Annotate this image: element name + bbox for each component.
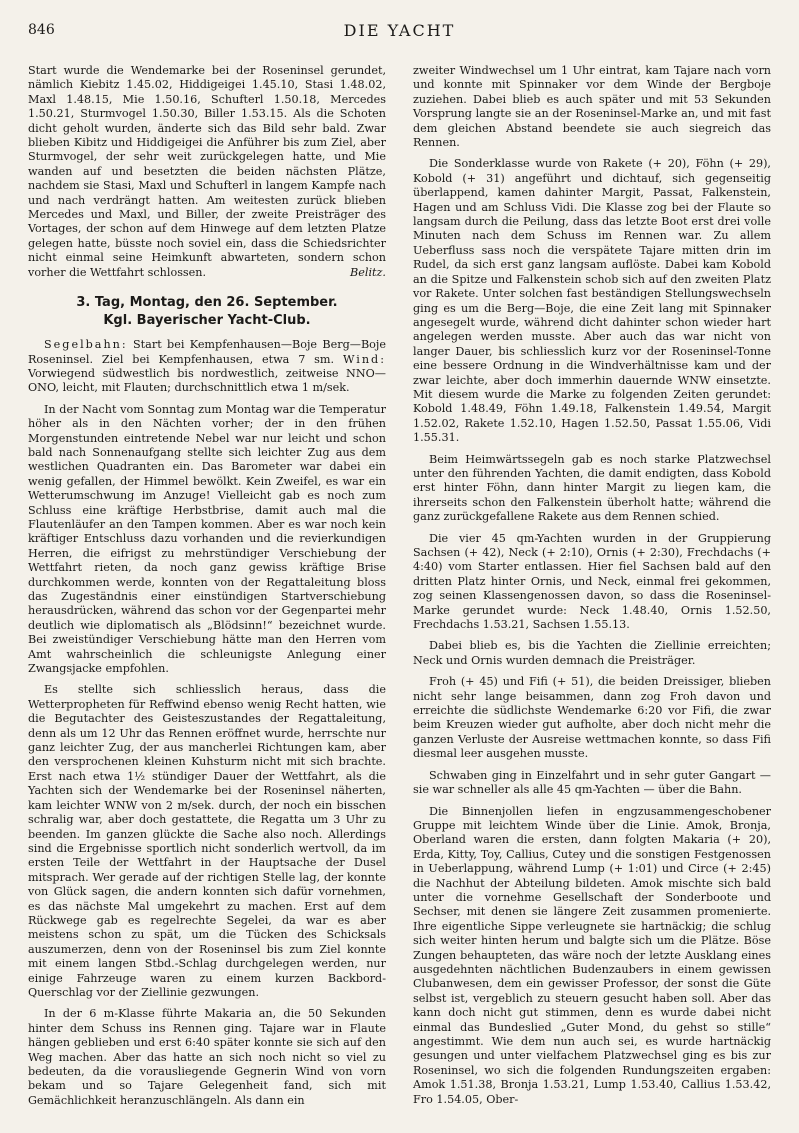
wind-label: Wind: bbox=[342, 352, 386, 366]
course-label: Segelbahn: bbox=[44, 338, 128, 352]
course-text: Start bei Kempfenhausen—Boje Berg—Boje Roseninsel. Ziel bei Kempfenhausen, etwa 7 sm. bbox=[28, 338, 386, 366]
page-number: 846 bbox=[28, 22, 55, 38]
right-column bbox=[413, 64, 771, 1114]
section-heading bbox=[28, 294, 386, 330]
paragraph: In der 6 m-Klasse führte Makaria an, die 50 Sekunden hinter dem Schuss ins Rennen ging. Tajare war in Flaute hängen geblieben und erst 6:40 später konnte sie sich auf den Weg machen. Aber das hatte an sich noch nicht so viel zu bedeuten, da die vorausliegende Gegnerin Wind von vorn bekam und so Tajare Gelegenheit fand, sich mit Gemächlichkeit heranzuschlängeln. Als dann ein bbox=[28, 1007, 386, 1107]
paragraph: Die Binnenjollen liefen in engzusammengeschobener Gruppe mit leichtem Winde über die Linie. Amok, Bronja, Oberland waren die ersten, dann folgten Makaria (+ 20), Erda, Kitty, Toy, Callius, Cutey und die sonstigen Festgenossen in Ueberlappung, während Lump (+ 1:01) und Circe (+ 2:45) die Nachhut der Abteilung bildeten. Amok mischte sich bald unter die vornehme Gesellschaft der Sonderboote und Sechser, mit denen sie längere Zeit zusammen promenierte. Ihre eigentliche Sippe verleugnete sie hartnäckig; die schlug sich weiter hinten herum und balgte sich um die Plätze. Böse Zungen behaupteten, das wäre noch der letzte Ausklang eines ausgedehnten nächtlichen Budenzaubers in einem gewissen Clubanwesen, dem ein gewisser Professor, der sonst die Güte selbst ist, vergeblich zu steuern gesucht haben soll. Aber das kann doch nicht gut stimmen, denn es wurde dabei nicht einmal das Bundeslied „Guter Mond, du gehst so stille“ angestimmt. Wie dem nun auch sei, es wurde hartnäckig gesungen und unter vielfachem Platzwechsel ging es bis zur Roseninsel, wo sich die folgenden Rundungszeiten ergaben: Amok 1.51.38, Bronja 1.53.21, Lump 1.53.40, Callius 1.53.42, Fro 1.54.05, Ober- bbox=[413, 804, 771, 1106]
paragraph: Froh (+ 45) und Fifi (+ 51), die beiden Dreissiger, blieben nicht sehr lange beisammen, dann zog Froh davon und erreichte die südlichste Wendemarke 6:20 vor Fifi, die zwar beim Kreuzen wieder gut aufholte, aber doch nicht mehr die ganzen Verluste der Ausreise wettmachen konnte, so dass Fifi diesmal leer ausgehen musste. bbox=[413, 675, 771, 761]
paragraph: In der Nacht vom Sonntag zum Montag war die Temperatur höher als in den Nächten vorher; der in den frühen Morgenstunden eintretende Nebel war nur leicht und schon bald nach Sonnenaufgang stellte sich leichter Zug aus dem westlichen Quadranten ein. Das Barometer war dabei ein wenig gefallen, der Himmel bewölkt. Kein Zweifel, es war ein Wetterumschwung im Anzuge! Vielleicht gab es noch zum Schluss eine kräftige Herbstbrise, damit auch mal die Flautenläufer an den Tampen kommen. Aber es war noch kein kräftiger Entschluss dazu vorhanden und die revierkundigen Herren, die eifrigst zu mehrstündiger Verschiebung der Wettfahrt rieten, da noch ganz gewiss kräftige Brise durchkommen werde, konnten von der Regattaleitung bloss das Zugeständnis einer einstündigen Startverschiebung herausdrücken, während das schon vor der Gegenpartei mehr deutlich wie diplomatisch als „Blödsinn!“ bezeichnet wurde. Bei zweistündiger Verschiebung hätte man den Herren vom Amt wahrscheinlich die schleunigste Anlegung einer Zwangsjacke empfohlen. bbox=[28, 402, 386, 676]
paragraph-text: Start wurde die Wendemarke bei der Roseninsel gerundet, nämlich Kiebitz 1.45.02, Hiddigeigei 1.45.10, Stasi 1.48.02, Maxl 1.48.15, Mie 1.50.16, Schufterl 1.50.18, Mercedes 1.50.21, Sturmvogel 1.50.30, Biller 1.53.15. Als die Schoten dicht geholt wurden, änderte sich das Bild sehr bald. Zwar blieben Kibitz und Hiddigeigei die Anführer bis zum Ziel, aber Sturmvogel, der sehr weit zurückgelegen hatte, und Mie wanden auf und besetzten die beiden nächsten Plätze, nachdem sie Stasi, Maxl und Schufterl in langem Kampfe nach und nach verdrängt hatten. Am weitesten zurück blieben Mercedes und Maxl, und Biller, der zweite Preisträger des Vortages, der schon auf dem Hinwege auf dem letzten Platze gelegen hatte, büsste noch soviel ein, dass die Schiedsrichter nicht einmal seine Heimkunft abwarteten, sondern schon vorher die Wettfahrt schlossen. bbox=[28, 64, 386, 279]
paragraph: Die Sonderklasse wurde von Rakete (+ 20), Föhn (+ 29), Kobold (+ 31) angeführt und dichtauf, sich gegenseitig überlappend, kamen dahinter Margit, Passat, Falkenstein, Hagen und am Schluss Vidi. Die Klasse zog bei der Flaute so langsam durch die Peilung, dass das letzte Boot erst drei volle Minuten nach dem Schuss im Rennen war. Zu allem Ueberfluss sass noch die verspätete Tajare mitten drin im Rudel, da sich erst ganz langsam auflöste. Dabei kam Kobold an die Spitze und Falkenstein schob sich auf den zweiten Platz vor Rakete. Unter solchen fast beständigen Stellungswechseln ging es um die Berg—Boje, die eine Zeit lang mit Spinnaker angesegelt wurde, während dicht dahinter schon wieder hart angelegen werden musste. Aber auch das war nicht von langer Dauer, bis schliesslich kurz vor der Roseninsel-Tonne eine bessere Ordnung in die Windverhältnisse kam und der zwar leichte, aber doch immerhin dauernde WNW einsetzte. Mit diesem wurde die Marke zu folgenden Zeiten gerundet: Kobold 1.48.49, Föhn 1.49.18, Falkenstein 1.49.54, Margit 1.52.02, Rakete 1.52.10, Hagen 1.52.50, Passat 1.55.06, Vidi 1.55.31. bbox=[413, 157, 771, 445]
author-signature: Belitz. bbox=[350, 265, 386, 279]
paragraph: Schwaben ging in Einzelfahrt und in sehr guter Gangart — sie war schneller als alle 45 qm-Yachten — über die Bahn. bbox=[413, 768, 771, 797]
paragraph: Dabei blieb es, bis die Yachten die Ziellinie erreichten; Neck und Ornis wurden demnach die Preisträger. bbox=[413, 639, 771, 667]
paragraph: Beim Heimwärtssegeln gab es noch starke Platzwechsel unter den führenden Yachten, die damit endigten, dass Kobold erst hinter Föhn, dann hinter Margit zu liegen kam, die ihrerseits schon den Falkenstein überholt hatte; während die ganz zurückgefallene Rakete aus dem Rennen schied. bbox=[413, 452, 771, 524]
running-title: DIE YACHT bbox=[343, 21, 456, 40]
paragraph: Es stellte sich schliesslich heraus, dass die Wetterpropheten für Reffwind ebenso wenig Recht hatten, wie die Begutachter des Geisteszustandes der Regattaleitung, denn als um 12 Uhr das Rennen eröffnet wurde, herrschte nur ganz leichter Zug, der aus mancherlei Richtungen kam, aber den versprochenen kleinen Kuhsturm nicht mit sich brachte. Erst nach etwa 1½ stündiger Dauer der Wettfahrt, als die Yachten sich der Wendemarke bei der Roseninsel näherten, kam leichter WNW von 2 m/sek. durch, der noch ein bisschen schralig war, aber doch gestattete, die Regatta um 3 Uhr zu beenden. Im ganzen glückte die Sache also noch. Allerdings sind die Ergebnisse sportlich nicht sonderlich wertvoll, da im ersten Teile der Wettfahrt in der Hauptsache der Dusel mitsprach. Wer gerade auf der richtigen Stelle lag, der konnte von Glück sagen, die andern konnten sich dafür vornehmen, es das nächste Mal umgekehrt zu machen. Erst auf dem Rückwege gab es regelrechte Segelei, da war es aber meistens schon zu spät, um die Tücken des Schicksals auszumerzen, denn von der Roseninsel bis zum Ziel konnte mit einem langen Stbd.-Schlag durchgelegen werden, nur einige Fahrzeuge waren zu einem kurzen Backbord-Querschlag vor der Ziellinie gezwungen. bbox=[28, 683, 386, 999]
club-heading: Kgl. Bayerischer Yacht-Club. bbox=[103, 313, 311, 329]
paragraph: Die vier 45 qm-Yachten wurden in der Gruppierung Sachsen (+ 42), Neck (+ 2:10), Ornis (+ 2:30), Frechdachs (+ 4:40) vom Starter entlassen. Hier fiel Sachsen bald auf den dritten Platz hinter Ornis, und Neck, einmal frei gekommen, zog seinen Klassengenossen davon, so dass die Roseninsel-Marke gerundet wurde: Neck 1.48.40, Ornis 1.52.50, Frechdachs 1.53.21, Sachsen 1.55.13. bbox=[413, 531, 771, 632]
page-header bbox=[28, 18, 771, 42]
wind-text: Vorwiegend südwestlich bis nordwestlich, zeitweise NNO—ONO, leicht, mit Flauten; durchschnittlich etwa 1 m/sek. bbox=[28, 366, 386, 395]
day-heading: 3. Tag, Montag, den 26. September. bbox=[76, 295, 338, 311]
paragraph bbox=[28, 64, 386, 280]
left-column bbox=[28, 64, 386, 1115]
course-paragraph bbox=[28, 338, 386, 396]
paragraph: zweiter Windwechsel um 1 Uhr eintrat, kam Tajare nach vorn und konnte mit Spinnaker vor dem Winde der Bergboje zuziehen. Dabei blieb es auch später und mit 53 Sekunden Vorsprung langte sie an der Roseninsel-Marke an, und mit fast dem gleichen Abstand beendete sie auch siegreich das Rennen. bbox=[413, 64, 771, 150]
